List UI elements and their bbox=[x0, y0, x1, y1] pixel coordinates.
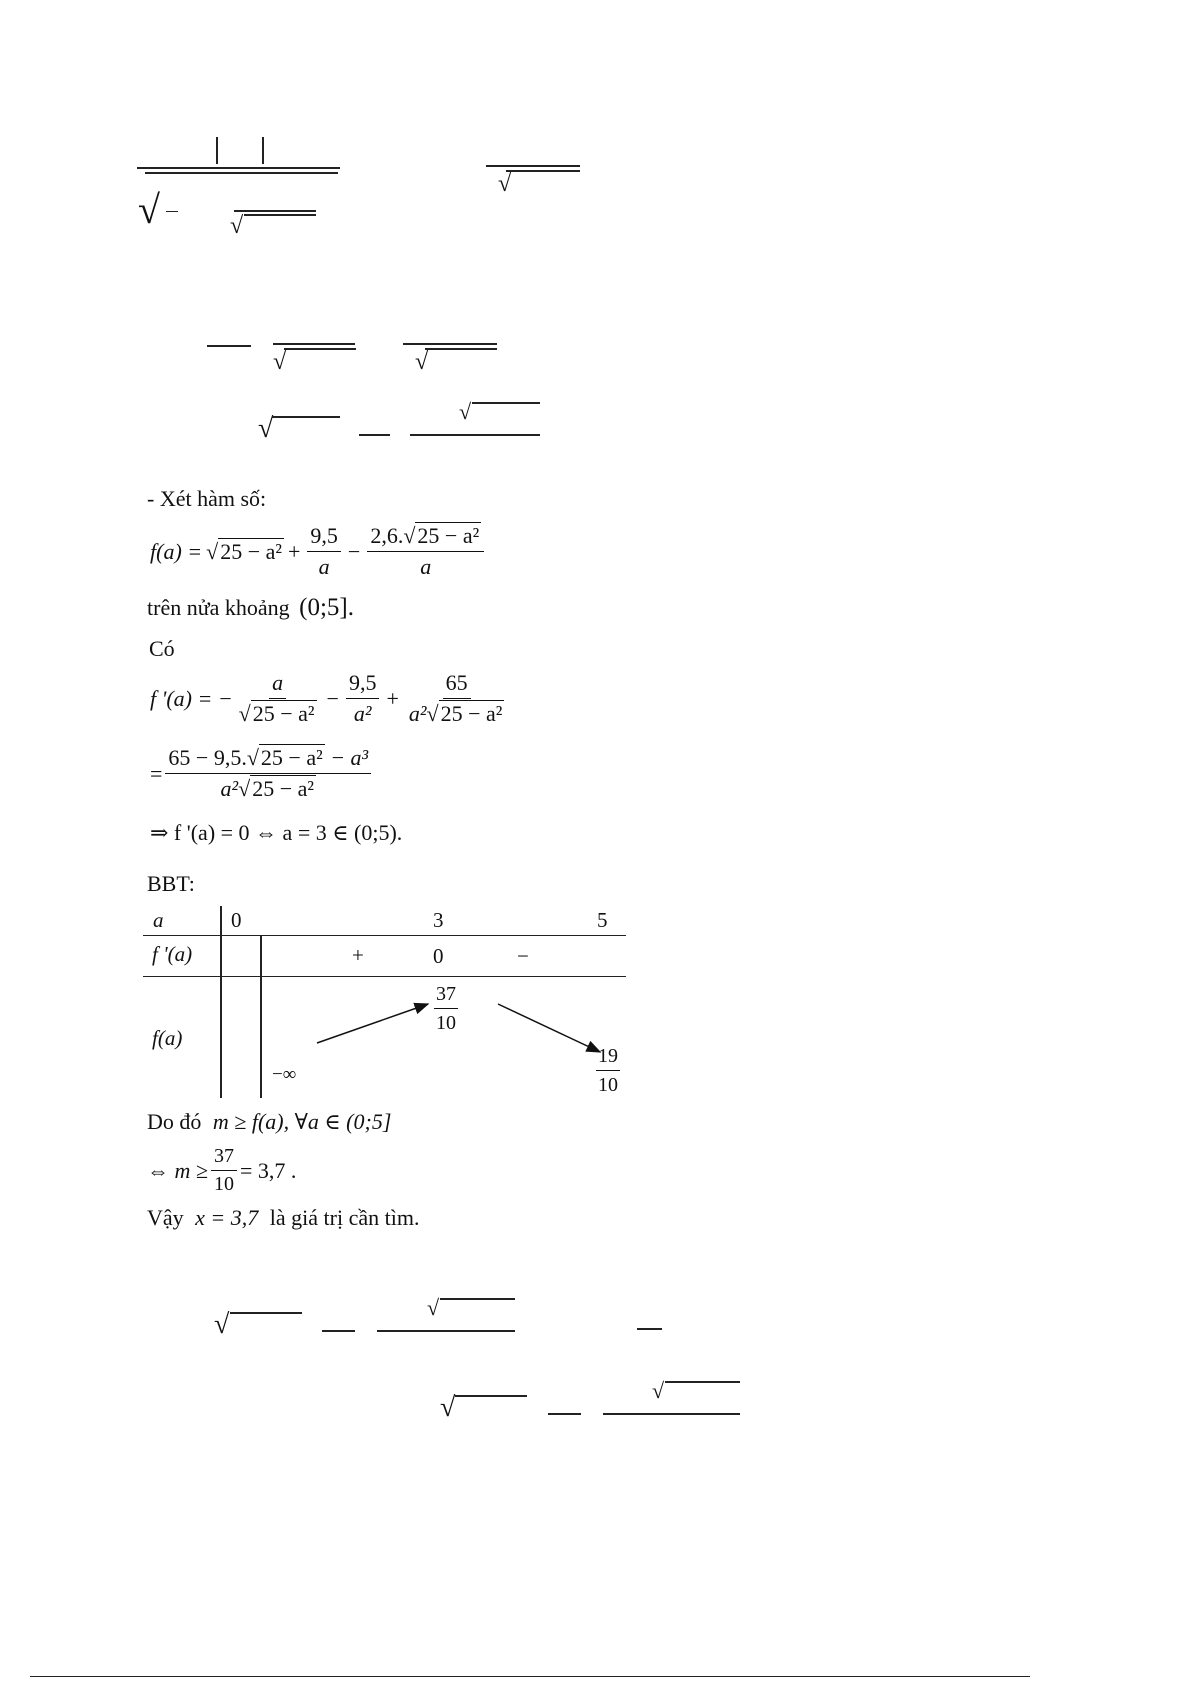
row-label-a: a bbox=[153, 908, 164, 932]
sqrt-radicand: 25 − a² bbox=[252, 776, 315, 801]
equiv-m-ge: ⇔ m ≥ bbox=[147, 1157, 208, 1183]
conclusion-math: m ≥ f(a), ∀a ∈ (0;5] bbox=[212, 1109, 392, 1134]
a-value-3: 3 bbox=[433, 908, 444, 932]
frac-den: 10 bbox=[213, 1173, 234, 1195]
fprime-zero: 0 bbox=[433, 944, 444, 968]
fprime-lhs: f '(a) = − bbox=[150, 685, 233, 711]
sqrt-term: √25 − a² bbox=[403, 523, 480, 548]
sqrt-radicand: 25 − a² bbox=[440, 701, 503, 726]
answer-math: x = 3,7 bbox=[195, 1205, 259, 1230]
fprime-plus: + bbox=[352, 943, 364, 967]
decreasing-arrow bbox=[498, 1004, 600, 1052]
equals-value: = 3,7 . bbox=[239, 1157, 297, 1183]
sqrt-term: √25 − a² bbox=[238, 701, 315, 726]
minus-sign: − bbox=[326, 685, 339, 711]
a-squared: a² bbox=[408, 701, 427, 726]
coef: 2,6. bbox=[370, 523, 404, 548]
sqrt-radicand: 25 − a² bbox=[252, 701, 315, 726]
frac-num: a bbox=[269, 670, 286, 699]
frac-num: 9,5 bbox=[307, 523, 341, 552]
frac-num: 65 bbox=[443, 670, 471, 699]
plus-sign: + bbox=[386, 685, 399, 711]
page-bottom-rule bbox=[30, 1676, 1030, 1677]
bbt-label: BBT: bbox=[147, 871, 195, 896]
max-num: 37 bbox=[434, 983, 458, 1009]
sqrt-radicand: 25 − a² bbox=[417, 523, 480, 548]
sqrt-term: √25 − a² bbox=[246, 745, 323, 770]
max-den: 10 bbox=[436, 1012, 456, 1034]
a-value-5: 5 bbox=[597, 908, 608, 932]
conclusion-line-2 bbox=[147, 1145, 296, 1196]
minus-infinity: −∞ bbox=[272, 1064, 297, 1085]
conclusion-line-1 bbox=[147, 1111, 391, 1133]
num-post: − a³ bbox=[330, 745, 369, 770]
sqrt-radicand: 25 − a² bbox=[220, 538, 282, 564]
co-label: Có bbox=[149, 636, 175, 661]
frac-num: 9,5 bbox=[346, 670, 380, 699]
conclusion-line-3 bbox=[147, 1207, 419, 1229]
sqrt-term: √25 − a² bbox=[206, 538, 282, 564]
vay-label: Vậy bbox=[147, 1205, 184, 1230]
root-line: ⇒ f '(a) = 0 ⇔ a = 3 ∈ (0;5). bbox=[150, 820, 403, 845]
fraction-37-10 bbox=[211, 1145, 237, 1196]
plus-sign: + bbox=[287, 538, 301, 564]
end-den: 10 bbox=[598, 1074, 618, 1096]
frac-den: a bbox=[318, 554, 330, 579]
minus-sign: − bbox=[347, 538, 361, 564]
sqrt-term: √25 − a² bbox=[238, 776, 315, 801]
conclusion-pre: Do đó bbox=[147, 1109, 202, 1134]
row-label-f: f(a) bbox=[152, 1026, 183, 1050]
a-value-0: 0 bbox=[231, 908, 242, 932]
f-lhs: f(a) = bbox=[150, 538, 203, 564]
increasing-arrow bbox=[317, 1004, 428, 1043]
row-label-fprime: f '(a) bbox=[152, 942, 193, 966]
frac-num: 37 bbox=[211, 1145, 237, 1171]
answer-text: là giá trị cần tìm. bbox=[269, 1205, 420, 1230]
frac-den: a² bbox=[353, 701, 372, 726]
equals-sign: = bbox=[150, 760, 163, 786]
end-num: 19 bbox=[596, 1045, 620, 1071]
a-squared: a² bbox=[220, 776, 239, 801]
domain-text: trên nửa khoảng bbox=[147, 595, 290, 620]
study-heading: - Xét hàm số: bbox=[147, 486, 267, 511]
num-pre: 65 − 9,5. bbox=[168, 745, 247, 770]
sqrt-radicand: 25 − a² bbox=[260, 745, 323, 770]
domain-interval: (0;5]. bbox=[299, 594, 355, 621]
sqrt-term: √25 − a² bbox=[426, 701, 503, 726]
frac-den: a bbox=[420, 554, 432, 579]
fprime-minus: − bbox=[517, 944, 529, 968]
